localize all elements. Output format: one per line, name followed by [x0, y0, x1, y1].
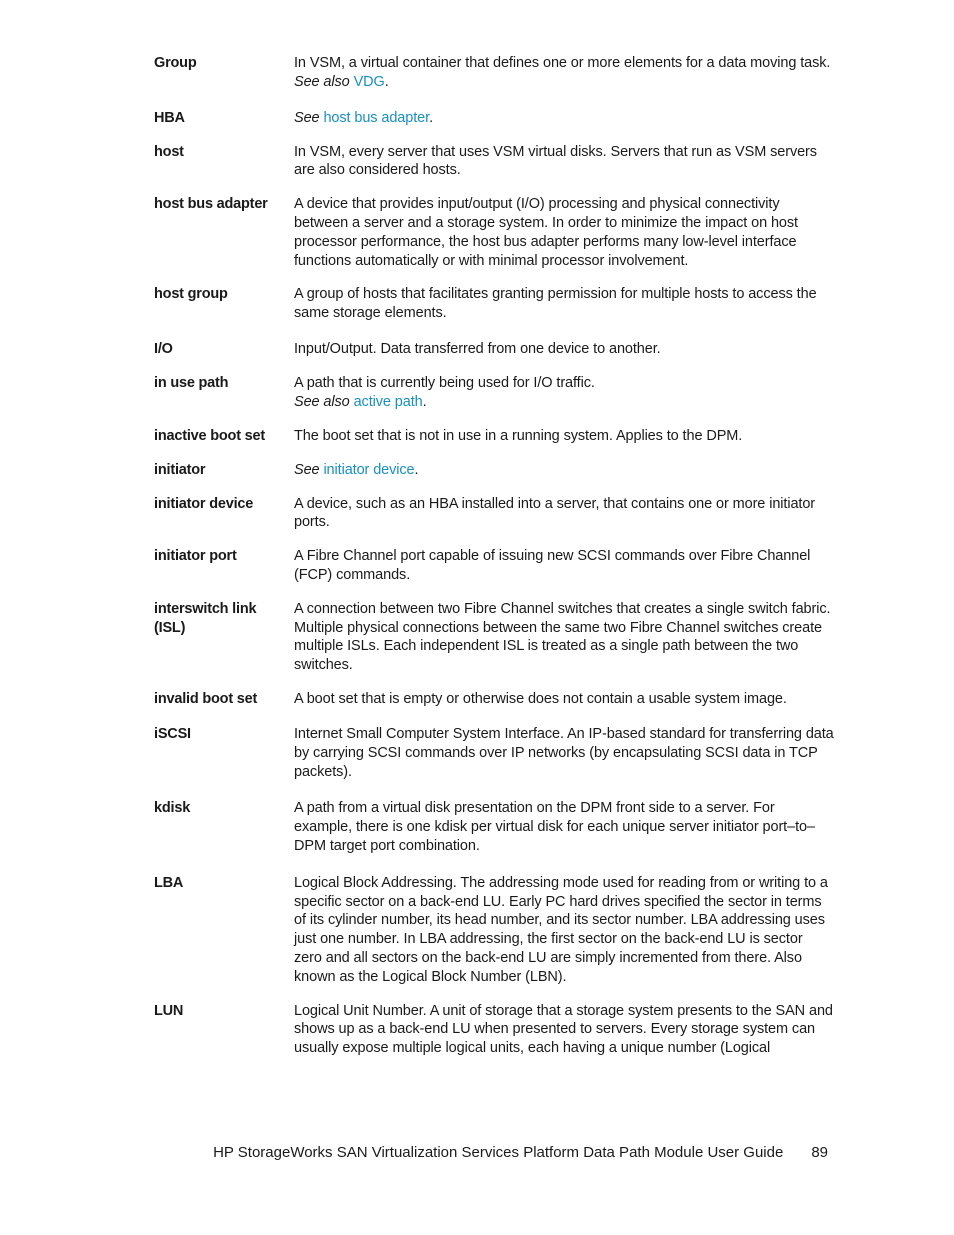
definition-text: In VSM, every server that uses VSM virtual disks. Servers that run as VSM servers are also considered hosts. [294, 143, 817, 179]
definition-text: A device that provides input/output (I/O) processing and physical connectivity between a server and a storage system. In order to minimize the impact on host processor performance, the host bus adapter performs many low-level interface functions automatically or with minimal processor involvement. [294, 196, 798, 269]
glossary-definition [294, 54, 834, 92]
xref-link[interactable]: initiator device [323, 461, 415, 478]
glossary-definition [294, 690, 834, 709]
glossary-definition [294, 285, 834, 323]
definition-text: Logical Block Addressing. The addressing mode used for reading from or writing to a specific sector on a back-end LU. Early PC hard drives specified the sector in terms of its cylinder number, its head number, and its sector number. LBA addressing uses just one number. In LBA addressing, the first sector on the back-end LU is sector zero and all sectors on the back-end LU are simply incremented from there. Also known as the Logical Block Number (LBN). [294, 874, 828, 985]
glossary-entry [154, 109, 834, 128]
see-also-line [294, 109, 834, 128]
glossary-term: HBA [154, 109, 185, 126]
glossary-definition [294, 874, 834, 987]
glossary-entry [154, 195, 834, 270]
glossary-entry [154, 547, 834, 585]
glossary-term: host [154, 143, 184, 160]
definition-text: Logical Unit Number. A unit of storage that a storage system presents to the SAN and shows up as a back-end LU when presented to servers. Every storage system can usually expose multiple logical units, each having a unique number (Logical [294, 1002, 833, 1057]
see-also-line [294, 73, 834, 92]
punctuation: . [414, 461, 419, 478]
definition-text: In VSM, a virtual container that defines one or more elements for a data moving task. [294, 55, 831, 71]
glossary-term: iSCSI [154, 725, 191, 742]
see-label: See [294, 461, 320, 478]
glossary-entry [154, 600, 834, 675]
glossary-term: Group [154, 55, 197, 71]
glossary-term: host group [154, 286, 228, 303]
glossary-entry [154, 799, 834, 855]
glossary-definition [294, 109, 834, 128]
see-label: See also [294, 393, 350, 410]
glossary-list [154, 54, 834, 1058]
glossary-entry [154, 285, 834, 323]
glossary-entry [154, 427, 834, 446]
glossary-definition [294, 427, 834, 446]
definition-text: A path that is currently being used for I/O traffic. [294, 374, 595, 391]
glossary-term: inactive boot set [154, 427, 266, 444]
definition-text: A connection between two Fibre Channel switches that creates a single switch fabric. Multiple physical connections between the same two Fibre Channel switches create multiple ISLs. Each independent ISL is treated as a single path between the two switches. [294, 600, 831, 674]
glossary-term: LUN [154, 1002, 184, 1019]
see-also-line [294, 461, 834, 480]
glossary-term: initiator [154, 461, 206, 478]
definition-text: A device, such as an HBA installed into a server, that contains one or more initiator ports. [294, 495, 816, 531]
glossary-term: I/O [154, 340, 173, 357]
definition-text: A boot set that is empty or otherwise does not contain a usable system image. [294, 690, 787, 707]
punctuation: . [429, 109, 433, 126]
glossary-definition [294, 725, 834, 781]
see-label: See also [294, 73, 350, 90]
glossary-entry [154, 143, 834, 181]
glossary-definition [294, 340, 834, 359]
glossary-definition [294, 799, 834, 855]
glossary-definition [294, 374, 834, 412]
glossary-definition [294, 461, 834, 480]
glossary-definition [294, 495, 834, 533]
glossary-term: initiator port [154, 548, 237, 565]
glossary-term: invalid boot set [154, 690, 258, 707]
glossary-entry [154, 461, 834, 480]
glossary-definition [294, 1002, 834, 1058]
definition-text: A group of hosts that facilitates granting permission for multiple hosts to access the same storage elements. [294, 286, 817, 322]
glossary-entry [154, 374, 834, 412]
glossary-definition [294, 143, 834, 181]
see-also-line [294, 393, 834, 412]
glossary-entry [154, 874, 834, 987]
glossary-definition [294, 600, 834, 675]
see-label: See [294, 109, 320, 126]
glossary-term: kdisk [154, 800, 191, 817]
footer-title: HP StorageWorks SAN Virtualization Services Platform Data Path Module User Guide [213, 1144, 784, 1161]
glossary-term: LBA [154, 874, 184, 891]
glossary-entry [154, 725, 834, 781]
glossary-term: in use path [154, 374, 229, 391]
definition-text: Internet Small Computer System Interface. An IP-based standard for transferring data by carrying SCSI commands over IP networks (by encapsulating SCSI data in TCP packets). [294, 725, 834, 780]
definition-text: A path from a virtual disk presentation on the DPM front side to a server. For example, there is one kdisk per virtual disk for each unique server initiator port–to–DPM target port combination. [294, 800, 815, 854]
glossary-definition [294, 547, 834, 585]
definition-text: A Fibre Channel port capable of issuing new SCSI commands over Fibre Channel (FCP) commands. [294, 548, 811, 583]
xref-link[interactable]: active path [353, 393, 423, 410]
page-footer [0, 1144, 828, 1161]
glossary-entry [154, 54, 834, 92]
glossary-entry [154, 690, 834, 709]
glossary-term: interswitch link (ISL) [154, 600, 257, 636]
xref-link[interactable]: VDG [353, 73, 385, 90]
glossary-term: initiator device [154, 495, 254, 512]
glossary-term: host bus adapter [154, 196, 268, 213]
xref-link[interactable]: host bus adapter [323, 109, 430, 126]
punctuation: . [422, 393, 427, 410]
glossary-entry [154, 495, 834, 533]
definition-text: Input/Output. Data transferred from one device to another. [294, 340, 661, 357]
punctuation: . [384, 73, 389, 90]
glossary-entry [154, 1002, 834, 1058]
definition-text: The boot set that is not in use in a running system. Applies to the DPM. [294, 427, 743, 444]
glossary-entry [154, 340, 834, 359]
page-number: 89 [811, 1144, 828, 1161]
glossary-definition [294, 195, 834, 270]
